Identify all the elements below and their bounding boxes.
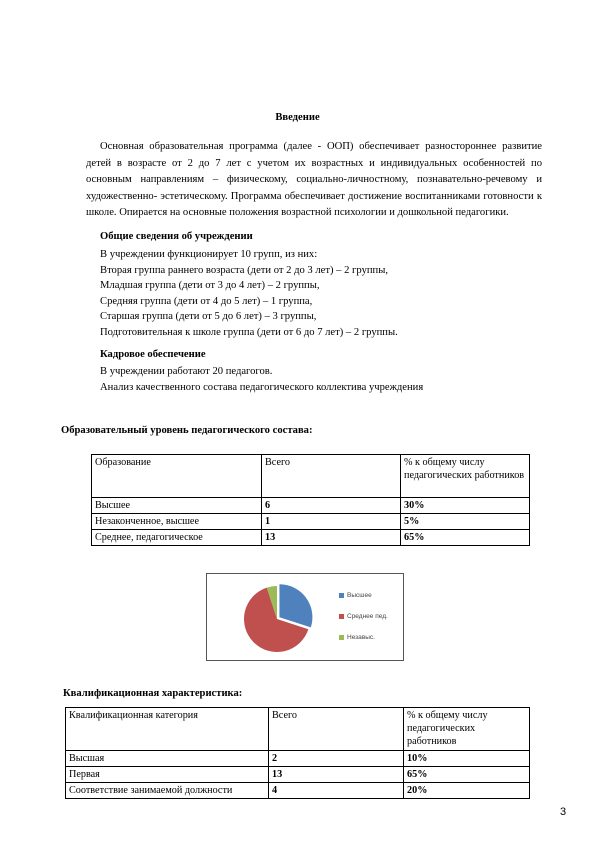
legend-label: Среднее пед. xyxy=(347,613,388,620)
table-row xyxy=(66,783,530,799)
general-line: Подготовительная к школе группа (дети от 6 до 7 лет) – 2 группы. xyxy=(100,326,398,338)
legend-item xyxy=(339,613,388,620)
legend-swatch xyxy=(339,593,344,598)
table-cell: 5% xyxy=(401,514,530,530)
table-cell: 13 xyxy=(269,767,404,783)
general-line: Средняя группа (дети от 4 до 5 лет) – 1 группа, xyxy=(100,295,313,307)
general-line: Вторая группа раннего возраста (дети от 2 до 3 лет) – 2 группы, xyxy=(100,264,388,276)
general-line: Старшая группа (дети от 5 до 6 лет) – 3 группы, xyxy=(100,311,317,323)
staff-heading: Кадровое обеспечение xyxy=(100,349,206,360)
table-cell: 4 xyxy=(269,783,404,799)
table-cell: 65% xyxy=(404,767,530,783)
table-cell: 13 xyxy=(262,530,401,546)
general-line: Младшая группа (дети от 3 до 4 лет) – 2 группы, xyxy=(100,280,320,292)
table-header-row xyxy=(66,708,530,751)
header-cell: % к общему числу педагогических работников xyxy=(401,455,530,498)
table-cell: Высшее xyxy=(92,498,262,514)
staff-line: В учреждении работают 20 педагогов. xyxy=(100,366,273,377)
legend-item xyxy=(339,592,372,599)
table-cell: 20% xyxy=(404,783,530,799)
qualification-table xyxy=(65,707,530,799)
table-cell: 6 xyxy=(262,498,401,514)
table-row xyxy=(92,514,530,530)
table-cell: Незаконченное, высшее xyxy=(92,514,262,530)
qualification-heading: Квалификационная характеристика: xyxy=(63,688,243,699)
education-heading: Образовательный уровень педагогического состава: xyxy=(61,425,313,436)
table-cell: Соответствие занимаемой должности xyxy=(66,783,269,799)
table-cell: 1 xyxy=(262,514,401,530)
header-cell: Образование xyxy=(92,455,262,498)
header-cell: Всего xyxy=(262,455,401,498)
staff-lines xyxy=(100,364,423,395)
staff-line: Анализ качественного состава педагогического коллектива учреждения xyxy=(100,381,424,393)
table-row xyxy=(92,530,530,546)
header-cell: Всего xyxy=(269,708,404,751)
table-row xyxy=(66,767,530,783)
header-cell: Квалификационная категория xyxy=(66,708,269,751)
general-heading: Общие сведения об учреждении xyxy=(100,231,253,242)
legend-label: Незавыс. xyxy=(347,634,375,641)
table-cell: Первая xyxy=(66,767,269,783)
legend-item xyxy=(339,634,375,641)
table-cell: 65% xyxy=(401,530,530,546)
legend-swatch xyxy=(339,635,344,640)
intro-paragraph: Основная образовательная программа (далее - ООП) обеспечивает разностороннее развитие детей в возрасте от 2 до 7 лет с учетом их возрастных и индивидуальных особенностей по основным направлениям – физическому, социально-личностному, познавательно-речевому и художественно- эстетическому. Программа обеспечивает достижение воспитанниками готовности к школе. Опирается на основные положения возрастной психологии и дошкольной педагогики. xyxy=(86,141,542,219)
page-number: 3 xyxy=(560,806,567,818)
legend-swatch xyxy=(339,614,344,619)
table-header-row xyxy=(92,455,530,498)
legend-label: Высшее xyxy=(347,592,372,599)
table-cell: 2 xyxy=(269,751,404,767)
pie-chart xyxy=(206,573,404,661)
general-list xyxy=(100,247,398,341)
intro-heading: Введение xyxy=(275,112,320,123)
pie-slice-1 xyxy=(279,584,312,627)
table-row xyxy=(92,498,530,514)
table-cell: 30% xyxy=(401,498,530,514)
table-cell: Высшая xyxy=(66,751,269,767)
education-table xyxy=(91,454,530,546)
table-row xyxy=(66,751,530,767)
table-cell: Среднее, педагогическое xyxy=(92,530,262,546)
general-line: В учреждении функционирует 10 групп, из них: xyxy=(100,249,318,260)
header-cell: % к общему числу педагогических работников xyxy=(404,708,530,751)
table-cell: 10% xyxy=(404,751,530,767)
